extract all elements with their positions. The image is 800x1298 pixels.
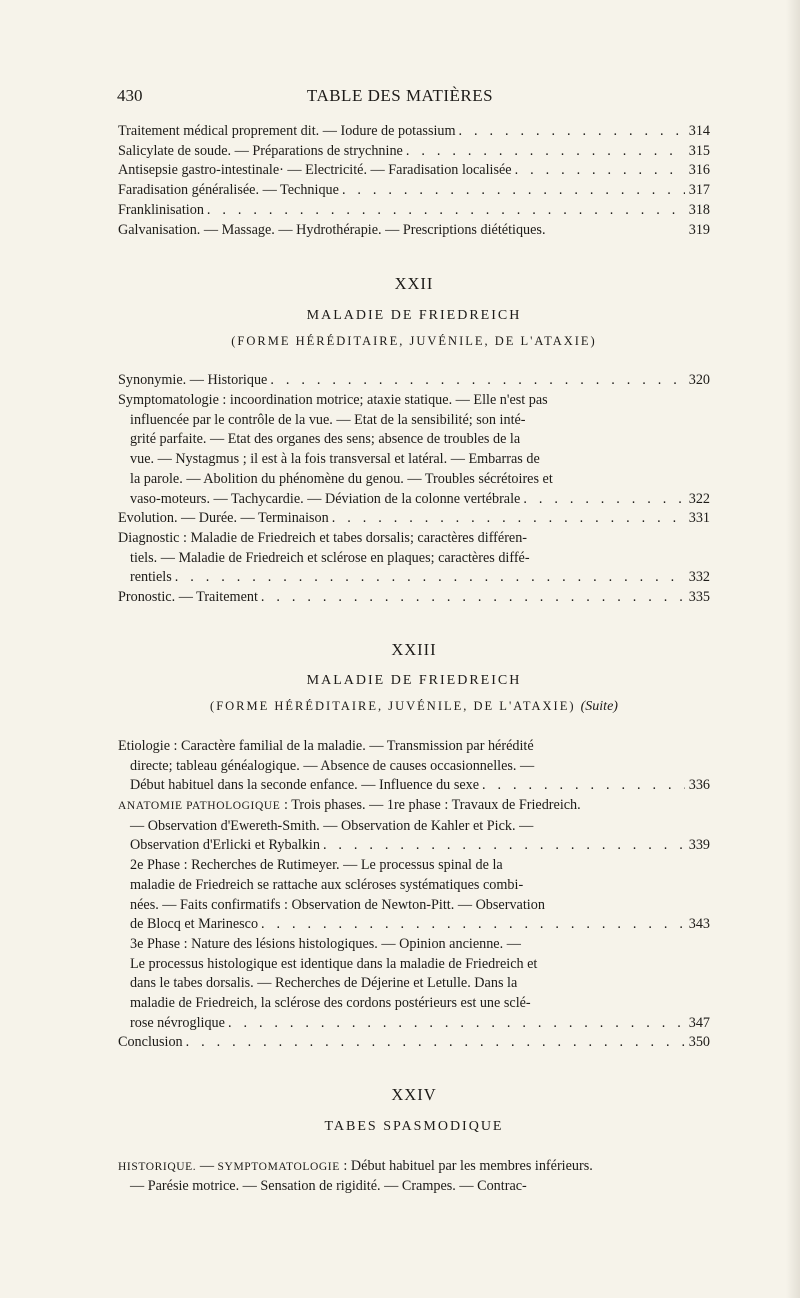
toc-entry: Diagnostic : Maladie de Friedreich et tabes dorsalis; caractères différen- tiels. — Maladie de Friedreich et sclérose en plaques; caractères diffé- rentiels . . . 332 (118, 529, 710, 588)
small-caps-heading: HISTORIQUE. (118, 1160, 197, 1173)
toc-body (118, 122, 710, 1197)
page-edge-shadow (786, 0, 800, 1298)
toc-entry: Pronostic. — Traitement . . . 335 (118, 588, 710, 608)
toc-entry: HISTORIQUE. — SYMPTOMATOLOGIE : Début habituel par les membres inférieurs. — Parésie motrice. — Sensation de rigidité. — Crampes. — Contrac- (118, 1157, 593, 1195)
top-entries (118, 122, 710, 240)
chapter-subtitle: (FORME HÉRÉDITAIRE, JUVÉNILE, DE L'ATAXIE) (231, 333, 597, 348)
chapter-number: XXIV (391, 1085, 437, 1105)
toc-entry: ANATOMIE PATHOLOGIQUE : Trois phases. — 1re phase : Travaux de Friedreich. — Observation d'Ewereth-Smith. — Observation de Kahler et Pick. — Observation d'Erlicki et Rybalkin . . . 339 (118, 796, 710, 856)
small-caps-heading: SYMPTOMATOLOGIE (217, 1160, 340, 1173)
toc-entry: Symptomatologie : incoordination motrice; ataxie statique. — Elle n'est pas influencée par le contrôle de la vue. — Etat de la sensibilité; son inté- grité parfaite. — Etat des organes des sens; absence de troubles de la vue. — Nystagmus ; il est à la fois transversal et latéral. — Embarras de la parole. — Abolition du phénomène du genou. — Troubles sécrétoires et vaso-moteurs. — Tachycardie. — Déviation de la colonne vertébrale . . . 322 (118, 391, 710, 509)
chapter-title: MALADIE DE FRIEDREICH (306, 673, 522, 689)
chapter-number: XXIII (391, 639, 437, 659)
chapter-subtitle: (FORME HÉRÉDITAIRE, JUVÉNILE, DE L'ATAXIE) (Suite) (210, 699, 618, 715)
chapter-title: MALADIE DE FRIEDREICH (306, 307, 522, 323)
chapter-number: XXII (394, 274, 434, 294)
toc-entry: Antisepsie gastro-intestinale· — Electricité. — Faradisation localisée . . . 316 (118, 161, 710, 181)
page-number: 430 (117, 86, 143, 105)
toc-entry: Synonymie. — Historique . . . 320 (118, 371, 710, 391)
chapter-title: TABES SPASMODIQUE (324, 1118, 504, 1134)
small-caps-heading: ANATOMIE PATHOLOGIQUE (118, 799, 281, 812)
toc-entry: Faradisation généralisée. — Technique . . . 317 (118, 181, 710, 201)
toc-entry: Traitement médical proprement dit. — Iodure de potassium . . . 314 (118, 122, 710, 142)
running-header (0, 86, 800, 110)
running-title: TABLE DES MATIÈRES (306, 86, 494, 105)
toc-entry: 3e Phase : Nature des lésions histologiques. — Opinion ancienne. — Le processus histologique est identique dans la maladie de Friedreich et dans le tabes dorsalis. — Recherches de Déjerine et Letulle. Dans la maladie de Friedreich, la sclérose des cordons postérieurs est une sclé- rose névroglique . . . 347 (118, 935, 710, 1034)
toc-entry: Conclusion . . . 350 (118, 1033, 710, 1053)
toc-entry: Salicylate de soude. — Préparations de strychnine . . . 315 (118, 142, 710, 162)
toc-entry: Evolution. — Durée. — Terminaison . . . 331 (118, 509, 710, 529)
toc-entry: Etiologie : Caractère familial de la maladie. — Transmission par hérédité directe; tableau généalogique. — Absence de causes occasionnelles. — Début habituel dans la seconde enfance. — Influence du sexe . . . 336 (118, 737, 710, 796)
toc-entry: 2e Phase : Recherches de Rutimeyer. — Le processus spinal de la maladie de Friedreich se rattache aux scléroses systématiques combi- nées. — Faits confirmatifs : Observation de Newton-Pitt. — Observation de Blocq et Marinesco . . . 343 (118, 856, 710, 935)
toc-entry: Franklinisation . . . 318 (118, 201, 710, 221)
toc-entry: Galvanisation. — Massage. — Hydrothérapie. — Prescriptions diététiques. 319 (118, 221, 710, 238)
chapter-subtitle-suite: (Suite) (580, 699, 618, 715)
